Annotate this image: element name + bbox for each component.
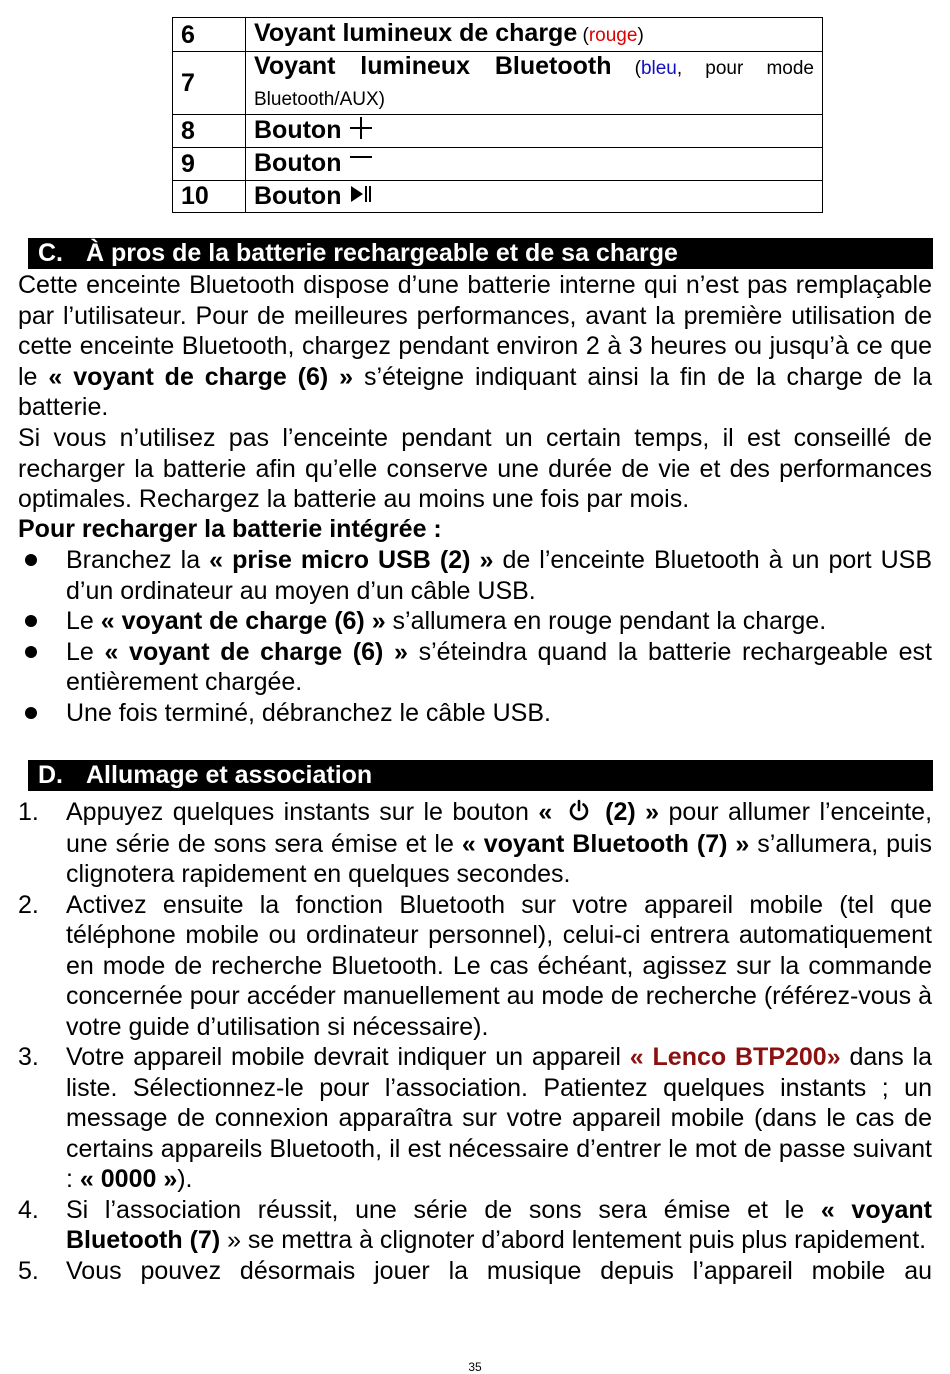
play-pause-icon bbox=[349, 182, 373, 212]
row-number: 9 bbox=[173, 147, 246, 180]
text-run: s’éteigne indiquant ainsi la fin de la charge de la batterie. bbox=[18, 362, 932, 421]
text-run: Appuyez quelques instants sur le bouton bbox=[66, 798, 539, 826]
list-item bbox=[18, 890, 932, 1043]
row-description bbox=[246, 147, 823, 180]
paren-open: ( bbox=[611, 58, 641, 79]
paren-close: ) bbox=[637, 25, 644, 46]
row-note: , pour mode Bluetooth/AUX) bbox=[254, 58, 814, 110]
text-run: Le bbox=[66, 637, 105, 666]
item-number: 4. bbox=[18, 1195, 39, 1224]
row-description bbox=[246, 18, 823, 52]
table-row bbox=[173, 180, 823, 212]
text-run: dans la liste. Sélectionnez-le pour l’association. Patientez quelques instants ; un message de connexion apparaîtra sur votre appareil mobile (dans le cas de certains appareils Bluetooth, il est nécessaire d’entrer le mot de passe suivant : bbox=[66, 1043, 933, 1194]
text-run: de l’enceinte Bluetooth à un port USB d’un ordinateur au moyen d’un câble USB. bbox=[66, 546, 932, 605]
row-number: 6 bbox=[173, 18, 246, 52]
table-row bbox=[173, 18, 823, 52]
row-label: Voyant lumineux de charge bbox=[254, 19, 578, 47]
text-run: Si l’association réussit, une série de sons sera émise et le bbox=[66, 1195, 821, 1224]
bullet-icon bbox=[25, 646, 37, 658]
text-run: Cette enceinte Bluetooth dispose d’une batterie interne qui n’est pas remplaçable par l’utilisateur. Pour de meilleures performances, avant la première utilisation de cette enceinte Bluetooth, chargez pendant environ 2 à 3 heures ou jusqu’à ce que le bbox=[18, 271, 932, 391]
list-item bbox=[18, 637, 932, 698]
bold-ref: « voyant de charge (6) » bbox=[100, 607, 386, 635]
parts-table bbox=[172, 17, 823, 213]
table-row bbox=[173, 147, 823, 180]
power-icon bbox=[568, 798, 590, 829]
color-word: rouge bbox=[588, 25, 638, 46]
row-number: 7 bbox=[173, 52, 246, 115]
row-label: Bouton bbox=[254, 148, 342, 177]
item-number: 1. bbox=[18, 798, 39, 826]
section-c-paragraph-1 bbox=[18, 270, 932, 423]
list-item bbox=[18, 1256, 932, 1287]
bullet-icon bbox=[25, 615, 37, 627]
plus-icon bbox=[349, 116, 373, 147]
text-run: » se mettra à clignoter d’abord lentement puis plus rapidement. bbox=[220, 1226, 927, 1255]
list-item bbox=[18, 1042, 932, 1195]
row-description bbox=[246, 180, 823, 212]
text-run: Vous pouvez désormais jouer la musique depuis l’appareil mobile au bbox=[66, 1256, 932, 1285]
bold-ref: « prise micro USB (2) » bbox=[209, 546, 494, 574]
paren-open: ( bbox=[577, 25, 589, 46]
section-c-paragraph-2: Si vous n’utilisez pas l’enceinte pendant un certain temps, il est conseillé de recharger la batterie afin qu’elle conserve une durée de vie et des performances optimales. Rechargez la batterie au moins une fois par mois. bbox=[18, 424, 932, 513]
text-run: ). bbox=[177, 1165, 193, 1194]
bold-ref: « voyant Bluetooth (7) » bbox=[461, 829, 750, 858]
row-number: 8 bbox=[173, 115, 246, 148]
minus-icon bbox=[349, 149, 373, 180]
section-letter: C. bbox=[38, 239, 63, 267]
bullet-icon bbox=[25, 554, 37, 566]
row-number: 10 bbox=[173, 180, 246, 212]
row-label: Bouton bbox=[254, 116, 342, 144]
charge-indicator-ref: « voyant de charge (6) » bbox=[48, 362, 354, 391]
row-description bbox=[246, 115, 823, 148]
section-c-header bbox=[28, 238, 933, 269]
charging-steps-list bbox=[18, 545, 932, 728]
bold-ref: « voyant Bluetooth (7) bbox=[66, 1195, 932, 1255]
text-run: Activez ensuite la fonction Bluetooth sur votre appareil mobile (tel que téléphone mobile ou ordinateur personnel), celui-ci entrera automatiquement en mode de recherche Bluetooth. Le cas échéant, agissez sur la commande concernée pour accéder manuellement au mode de recherche (référez-vous à votre guide d’utilisation si nécessaire). bbox=[66, 890, 932, 1041]
text-run: Une fois terminé, débranchez le câble USB. bbox=[66, 698, 551, 727]
item-number: 2. bbox=[18, 890, 39, 919]
text-run: s’allumera en rouge pendant la charge. bbox=[385, 607, 827, 635]
section-letter: D. bbox=[38, 761, 63, 789]
text-run: pour allumer l’enceinte, une série de sons sera émise et le bbox=[66, 798, 933, 858]
pairing-steps-list bbox=[18, 797, 932, 1286]
section-title: À pros de la batterie rechargeable et de sa charge bbox=[86, 239, 678, 267]
text-run: s’éteindra quand la batterie rechargeable est entièrement chargée. bbox=[66, 637, 932, 696]
page-number: 35 bbox=[468, 1360, 482, 1374]
bold-ref: « bbox=[538, 798, 553, 826]
passcode: « 0000 » bbox=[79, 1165, 178, 1194]
list-item bbox=[18, 797, 932, 890]
text-run: s’allumera, puis clignotera rapidement en quelques secondes. bbox=[66, 829, 932, 889]
row-label: Bouton bbox=[254, 181, 342, 210]
text-run: Votre appareil mobile devrait indiquer un appareil bbox=[66, 1043, 630, 1072]
section-title: Allumage et association bbox=[86, 761, 373, 789]
row-label: Voyant lumineux Bluetooth bbox=[254, 52, 612, 80]
item-number: 5. bbox=[18, 1256, 39, 1285]
list-item bbox=[18, 606, 932, 637]
table-row bbox=[173, 115, 823, 148]
bullet-icon bbox=[25, 707, 37, 719]
device-name: « Lenco BTP200» bbox=[629, 1043, 841, 1072]
text-run: Le bbox=[66, 607, 101, 635]
row-description bbox=[246, 52, 823, 115]
text-run: Branchez la bbox=[66, 546, 210, 574]
color-word: bleu bbox=[640, 58, 677, 79]
table-row bbox=[173, 52, 823, 115]
bold-ref: (2) » bbox=[605, 798, 660, 826]
list-item bbox=[18, 545, 932, 606]
item-number: 3. bbox=[18, 1043, 39, 1072]
list-item bbox=[18, 1195, 932, 1256]
bold-ref: « voyant de charge (6) » bbox=[104, 637, 408, 666]
charging-subheading: Pour recharger la batterie intégrée : bbox=[18, 515, 442, 543]
list-item bbox=[18, 698, 932, 729]
section-d-header bbox=[28, 760, 933, 791]
